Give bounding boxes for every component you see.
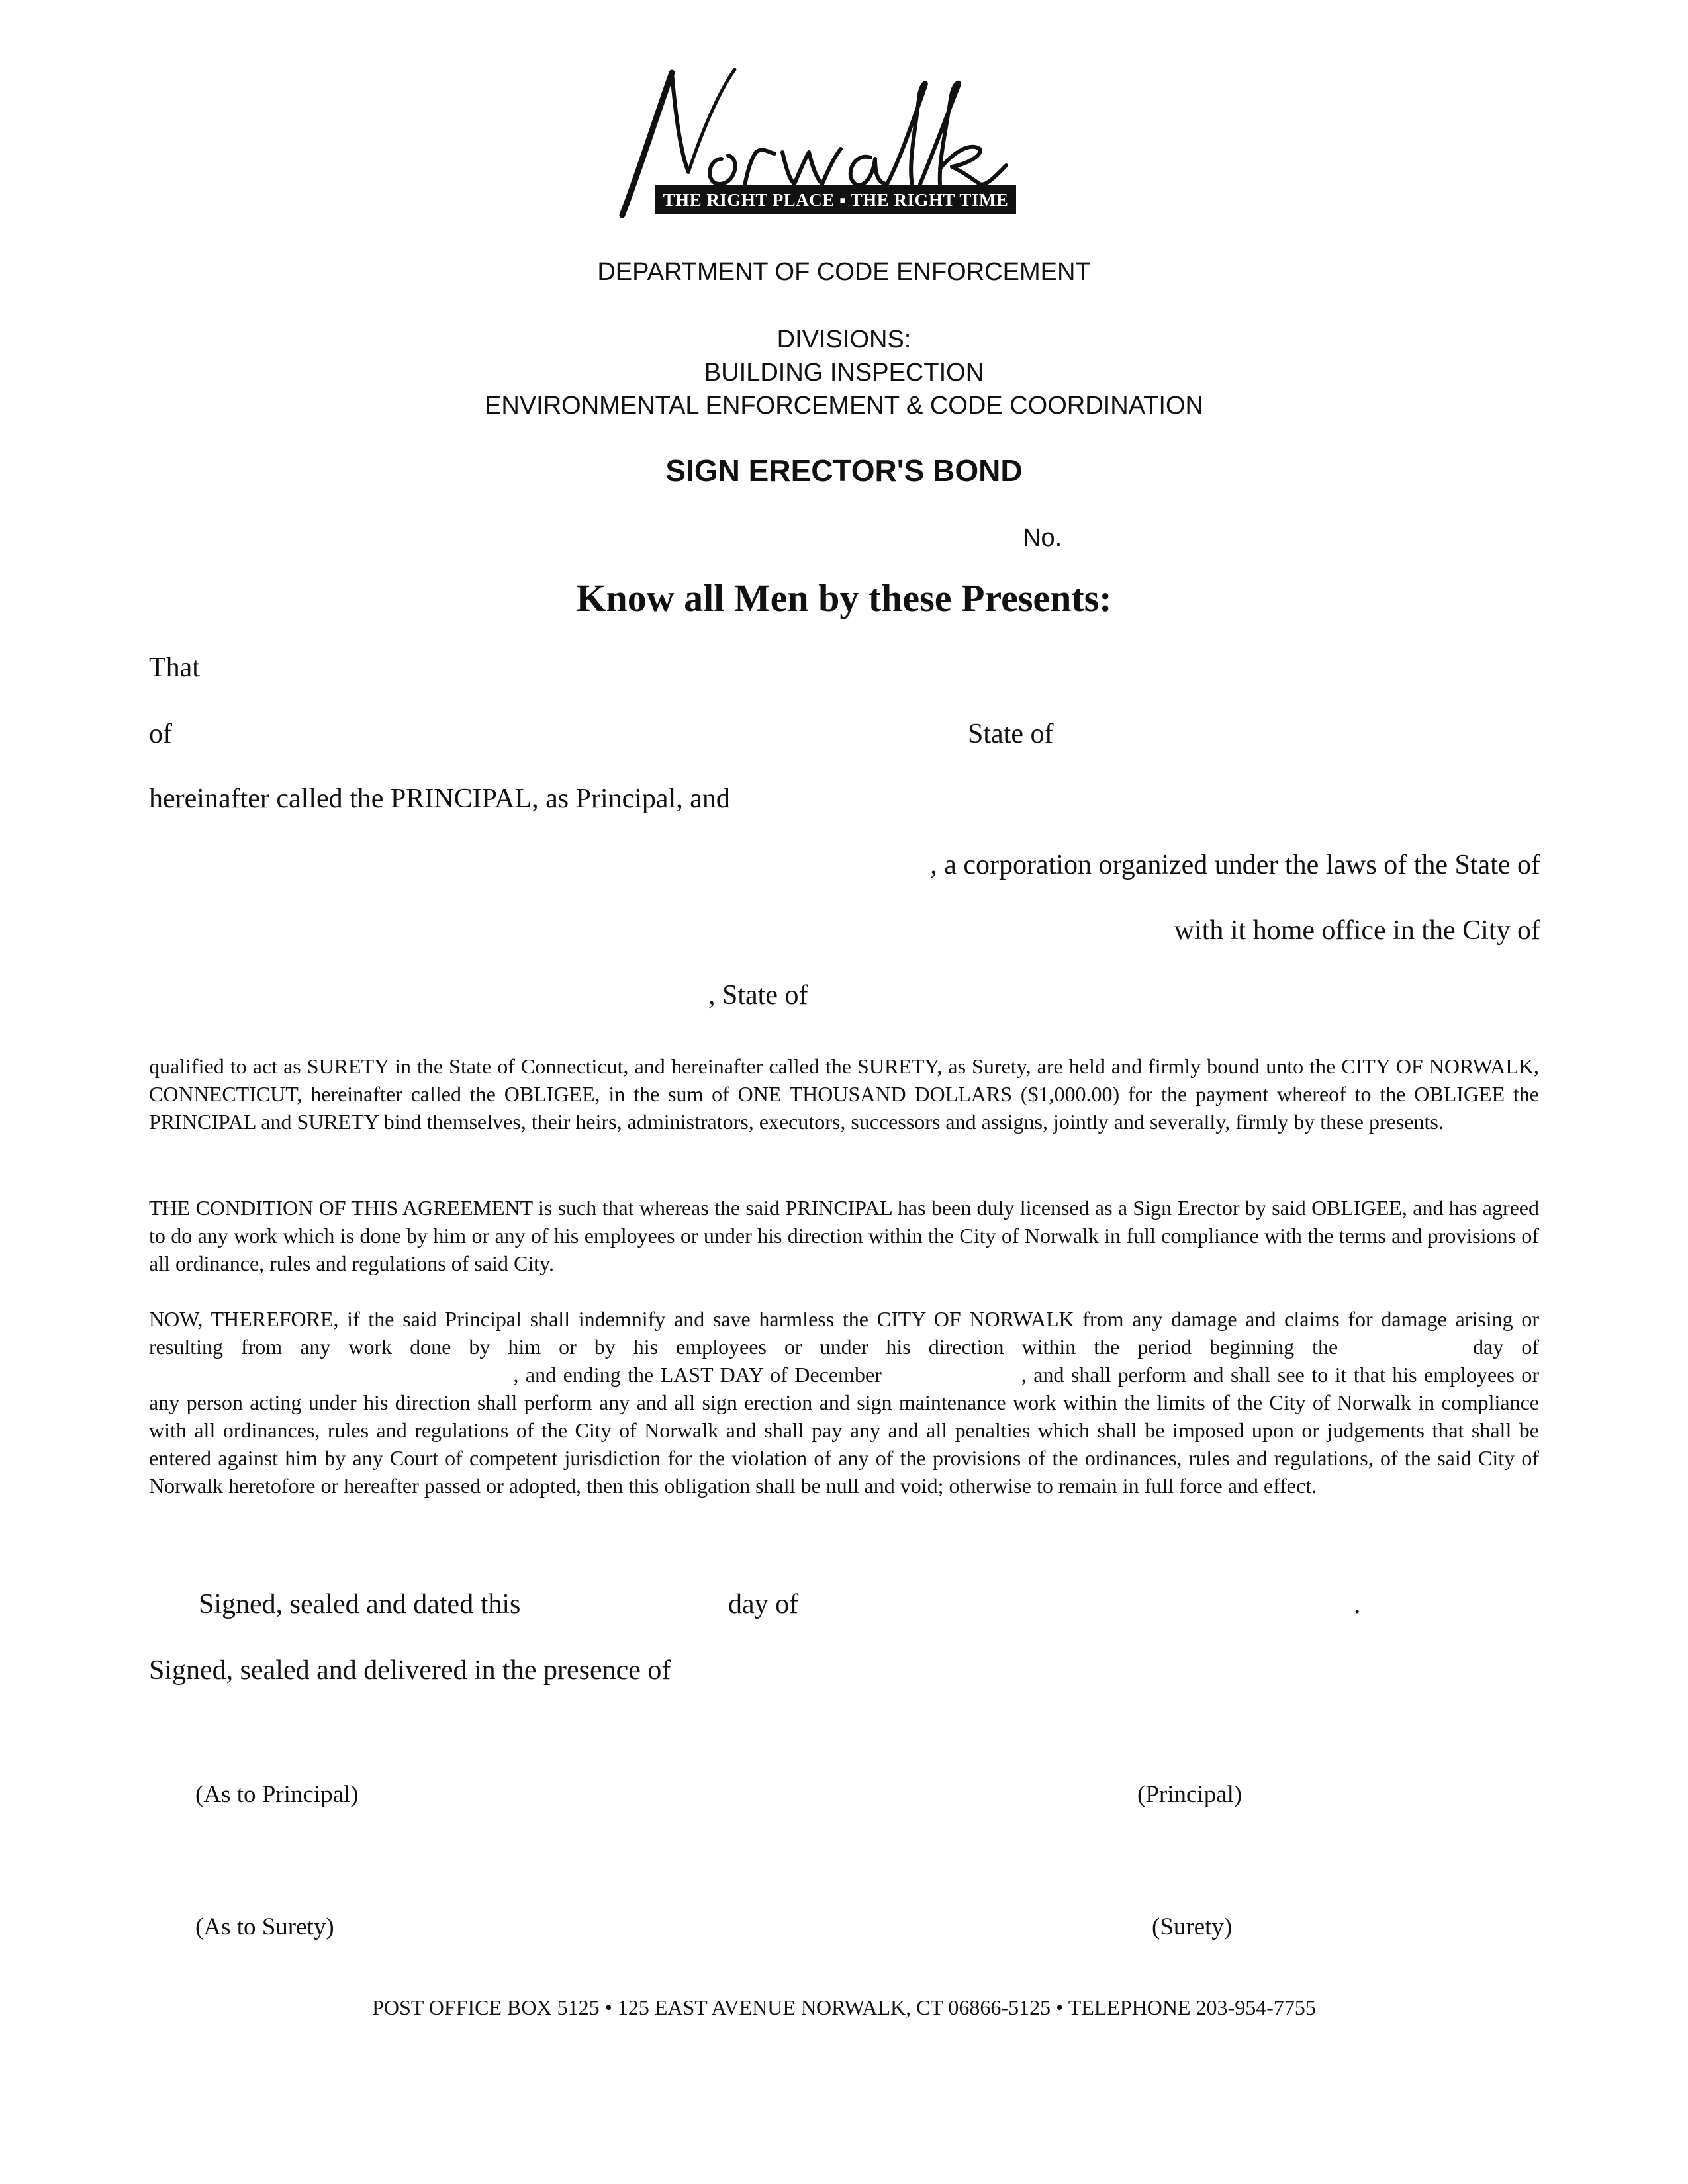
that-label: That	[149, 653, 200, 683]
presence-label: Signed, sealed and delivered in the presence of	[149, 1655, 671, 1686]
logo-tagline: THE RIGHT PLACE ▪ THE RIGHT TIME	[655, 185, 1016, 214]
signed-dated-label: Signed, sealed and dated this	[199, 1589, 521, 1619]
home-office-line: with it home office in the City of	[1174, 915, 1540, 946]
intro-heading: Know all Men by these Presents:	[576, 576, 1112, 619]
now-therefore-text-c: , and ending the LAST DAY of December	[513, 1363, 882, 1387]
bond-number-label: No.	[1023, 524, 1062, 552]
footer-address: POST OFFICE BOX 5125 • 125 EAST AVENUE NORWALK, CT 06866-5125 • TELEPHONE 203-954-7755	[372, 1995, 1316, 2019]
division-environmental: ENVIRONMENTAL ENFORCEMENT & CODE COORDINATION	[485, 392, 1203, 420]
signed-day-of-label: day of	[728, 1589, 799, 1619]
surety-signature-label: (Surety)	[1152, 1913, 1233, 1940]
principal-signature-label: (Principal)	[1137, 1781, 1243, 1808]
now-therefore-text-d: , and shall perform and shall see to it that his employees or any person acting under his direction shall perform any and all sign erection and sign maintenance work within the limits of the City of Norwalk in compliance with all ordinances, rules and regulations of the City of Norwalk and shall pay any and all penalties which shall be imposed upon or judgements that shall be entered against him by any Court of competent jurisdiction for the violation of any of the provisions of the ordinances, rules and regulations, of the said City of Norwalk heretofore or hereafter passed or adopted, then this obligation shall be null and void; otherwise to remain in full force and effect.	[149, 1363, 1540, 1498]
divisions-label: DIVISIONS:	[776, 326, 912, 353]
corporation-line: , a corporation organized under the laws of the State of	[930, 850, 1540, 880]
department-name: DEPARTMENT OF CODE ENFORCEMENT	[597, 258, 1091, 286]
state-of-label-2: , State of	[708, 980, 808, 1011]
now-therefore-paragraph	[149, 1305, 1539, 1500]
now-therefore-text-a: NOW, THEREFORE, if the said Principal shall indemnify and save harmless the CITY OF NORWALK from any damage and claims for damage arising or resulting from any work done by him or by his employees or under his direction within the period beginning the	[149, 1307, 1539, 1359]
signed-period: .	[1354, 1589, 1361, 1619]
state-of-label: State of	[968, 719, 1054, 749]
surety-paragraph: qualified to act as SURETY in the State of Connecticut, and hereinafter called the SURETY, as Surety, are held and firmly bound unto the CITY OF NORWALK, CONNECTICUT, hereinafter called the OBLIGEE, in the sum of ONE THOUSAND DOLLARS ($1,000.00) for the payment whereof to the OBLIGEE the PRINCIPAL and SURETY bind themselves, their heirs, administrators, executors, successors and assigns, jointly and severally, firmly by these presents.	[149, 1054, 1539, 1134]
norwalk-logo	[609, 60, 1072, 225]
as-to-surety-label: (As to Surety)	[195, 1913, 334, 1940]
form-title: SIGN ERECTOR'S BOND	[665, 453, 1023, 488]
division-building-inspection: BUILDING INSPECTION	[704, 359, 984, 387]
as-to-principal-label: (As to Principal)	[195, 1781, 359, 1808]
now-therefore-text-b: day of	[1473, 1335, 1540, 1359]
of-label: of	[149, 719, 172, 749]
principal-line: hereinafter called the PRINCIPAL, as Principal, and	[149, 784, 730, 814]
condition-paragraph: THE CONDITION OF THIS AGREEMENT is such that whereas the said PRINCIPAL has been duly licensed as a Sign Erector by said OBLIGEE, and has agreed to do any work which is done by him or any of his employees or under his direction within the City of Norwalk in full compliance with the terms and provisions of all ordinance, rules and regulations of said City.	[149, 1196, 1539, 1275]
